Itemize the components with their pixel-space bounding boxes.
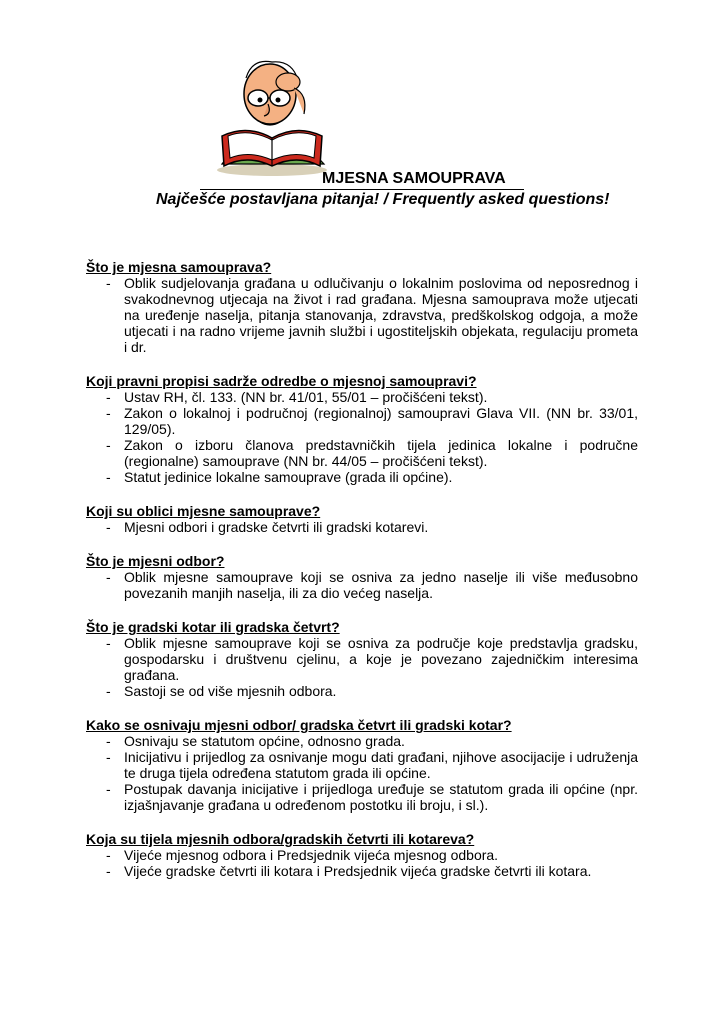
faq-answer-item: - Statut jedinice lokalne samouprave (grada ili općine). — [86, 469, 638, 485]
faq-answer-item: - Inicijativu i prijedlog za osnivanje mogu dati građani, njihove asocijacije i udruženja te druga tijela određena statutom grada ili općine. — [86, 749, 638, 781]
faq-question: Što je gradski kotar ili gradska četvrt? — [86, 619, 340, 635]
faq-answer-item: - Zakon o lokalnoj i područnoj (regionalnoj) samoupravi Glava VII. (NN br. 33/01, 129/05). — [86, 405, 638, 437]
faq-answer-item: - Vijeće mjesnog odbora i Predsjednik vijeća mjesnog odbora. — [86, 847, 638, 863]
faq-section — [86, 619, 638, 699]
faq-answer-item: - Sastoji se od više mjesnih odbora. — [86, 683, 638, 699]
faq-answer-item: - Postupak davanja inicijative i prijedloga uređuje se statutom grada ili općine (npr. izjašnjavanje građana u određenom postotku ili broju, i sl.). — [86, 781, 638, 813]
faq-answer-item: - Mjesni odbori i gradske četvrti ili gradski kotarevi. — [86, 519, 638, 535]
faq-question: Koja su tijela mjesnih odbora/gradskih četvrti ili kotareva? — [86, 831, 475, 847]
faq-answer-item: - Oblik sudjelovanja građana u odlučivanju o lokalnim poslovima od neposrednog i svakodnevnog utjecaja na život i rad građana. Mjesna samouprava može utjecati na uređenje naselja, pitanja stanovanja, zdravstva, predškolskog odgoja, a može utjecati i na radno vrijeme javnih službi i ugostiteljskih objekata, regulaciju prometa i dr. — [86, 275, 638, 355]
faq-answer-item: - Vijeće gradske četvrti ili kotara i Predsjednik vijeća gradske četvrti ili kotara. — [86, 863, 638, 879]
faq-section — [86, 259, 638, 355]
faq-answer-item: - Ustav RH, čl. 133. (NN br. 41/01, 55/01 – pročišćeni tekst). — [86, 389, 638, 405]
faq-section — [86, 717, 638, 813]
faq-answer-item: - Osnivaju se statutom općine, odnosno grada. — [86, 733, 638, 749]
faq-answer-item: - Oblik mjesne samouprave koji se osniva za područje koje predstavlja gradsku, gospodarsku i društvenu cjelinu, a koje je povezano zajedničkim interesima građana. — [86, 635, 638, 683]
faq-answer-item: - Zakon o izboru članova predstavničkih tijela jedinica lokalne i područne (regionalne) samouprave (NN br. 44/05 – pročišćeni tekst). — [86, 437, 638, 469]
faq-section — [86, 831, 638, 879]
faq-section — [86, 373, 638, 485]
faq-question: Koji su oblici mjesne samouprave? — [86, 503, 321, 519]
page-subtitle: Najčešće postavljana pitanja! / Frequently asked questions! — [156, 191, 610, 208]
reading-man-illustration — [212, 52, 332, 177]
faq-question: Što je mjesni odbor? — [86, 553, 225, 569]
faq-section — [86, 503, 638, 535]
faq-question: Što je mjesna samouprava? — [86, 259, 272, 275]
faq-question: Koji pravni propisi sadrže odredbe o mjesnoj samoupravi? — [86, 373, 477, 389]
faq-list — [86, 259, 638, 897]
faq-question: Kako se osnivaju mjesni odbor/ gradska četvrt ili gradski kotar? — [86, 717, 512, 733]
faq-answer-item: - Oblik mjesne samouprave koji se osniva za jedno naselje ili više međusobno povezanih manjih naselja, ili za dio većeg naselja. — [86, 569, 638, 601]
page-title: MJESNA SAMOUPRAVA — [322, 170, 506, 187]
faq-section — [86, 553, 638, 601]
